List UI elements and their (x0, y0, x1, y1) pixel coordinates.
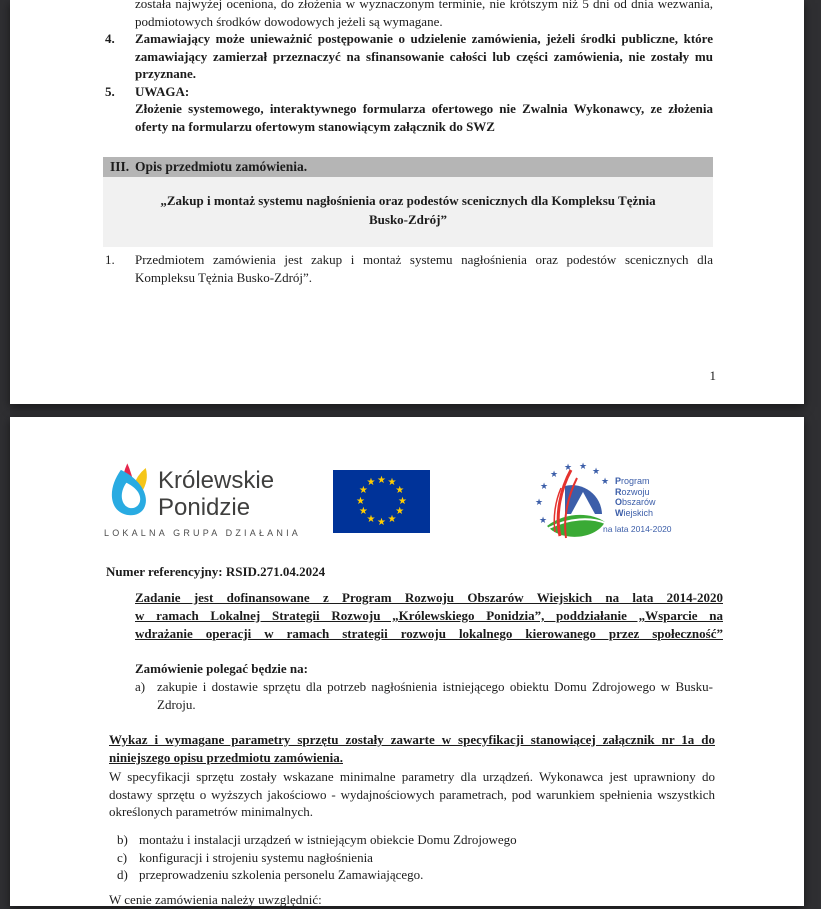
section-title: Opis przedmiotu zamówienia. (135, 159, 308, 174)
item-text (135, 83, 713, 136)
lettered-list-item (117, 849, 715, 867)
svg-text:★: ★ (539, 482, 549, 492)
item-marker: d) (117, 867, 128, 882)
svg-text:★: ★ (535, 498, 544, 508)
item-body: Złożenie systemowego, interaktywnego formularza ofertowego nie Zwalnia Wykonawcy, ze złożenia oferty na formularzu ofertowym stanowiącym załącznik do SWZ (135, 101, 713, 134)
prow-word: Program (615, 476, 650, 486)
eu-star-icon: ★ (387, 513, 397, 525)
section-number: III. (110, 159, 130, 174)
lettered-list-item-a (135, 678, 713, 713)
item-marker: 1. (105, 252, 115, 267)
krolewskie-ponidzie-logo (106, 459, 316, 541)
item-marker: c) (117, 849, 128, 865)
eu-star-icon: ★ (366, 477, 376, 489)
svg-text:★: ★ (538, 516, 548, 526)
lettered-list-item (117, 831, 715, 849)
item-heading: UWAGA: (135, 83, 190, 99)
item-body: Zamawiający może unieważnić postępowanie o udzielenie zamówienia, jeżeli środki publiczne, które zamawiający zamierzał przeznaczyć na sfinansowanie całości lub części zamówienia, nie zostały mu przyznane. (135, 31, 713, 81)
item-text (135, 30, 713, 83)
eu-star-icon: ★ (366, 513, 376, 525)
subject-title: „Zakup i montaż systemu nagłośnienia oraz podestów scenicznych dla Kompleksu Tężnia Busko-Zdrój” (160, 193, 656, 227)
eu-star-icon: ★ (398, 495, 407, 507)
eu-star-icon: ★ (377, 474, 386, 486)
numbered-list-item (105, 83, 713, 136)
funding-note (135, 589, 723, 643)
eu-star-icon: ★ (377, 516, 386, 528)
item-text: montażu i instalacji urządzeń w istniejącym obiekcie Domu Zdrojowego (139, 832, 517, 847)
numbered-list-item (105, 251, 713, 286)
reference-number: Numer referencyjny: RSID.271.04.2024 (106, 564, 326, 579)
spec-annex-note: Wykaz i wymagane parametry sprzętu zostały zawarte w specyfikacji stanowiącej załącznik nr 1a do niniejszego opisu przedmiotu zamówienia. (109, 732, 715, 765)
pdf-page-2 (10, 417, 804, 906)
prow-word: Wiejskich (615, 507, 654, 518)
eu-flag (333, 470, 430, 533)
item-marker: a) (135, 679, 146, 694)
pdf-page-1 (10, 0, 804, 404)
numbered-list-item (105, 30, 713, 83)
funding-line: w ramach Lokalnej Strategii Rozwoju „Królewskiego Ponidzia”, poddziałanie „Wsparcie na (135, 608, 723, 623)
svg-text:★: ★ (563, 463, 573, 473)
funding-line: Zadanie jest dofinansowane z Program Rozwoju Obszarów Wiejskich na lata 2014-2020 (135, 590, 723, 605)
eu-star-icon: ★ (356, 495, 365, 507)
prow-word: Rozwoju (615, 486, 650, 497)
eu-star-icon: ★ (387, 477, 397, 489)
prow-logo-subtitle: na lata 2014-2020 (603, 524, 672, 534)
price-intro: W cenie zamówienia należy uwzględnić: (109, 892, 322, 907)
kp-logo-name (158, 467, 274, 521)
spec-paragraph: W specyfikacji sprzętu zostały wskazane minimalne parametry dla urządzeń. Wykonawca jest uprawniony do dostawy sprzętu o wyższych jakościowo - wydajnościowych parametrach, pod warunkiem spełnienia wszystkich określonych parametrów minimalnych. (109, 769, 715, 819)
item-text: konfiguracji i strojeniu systemu nagłośnienia (139, 849, 373, 865)
svg-text:★: ★ (578, 462, 588, 472)
order-intro: Zamówienie polegać będzie na: (135, 661, 308, 676)
kp-logo-name-line1: Królewskie (158, 467, 275, 494)
prow-word: Obszarów (615, 497, 656, 507)
eu-star-icon: ★ (358, 506, 368, 517)
lettered-list-bcd (117, 831, 715, 884)
subject-box (103, 177, 713, 247)
item-text: zakupie i dostawie sprzętu dla potrzeb nagłośnienia istniejącego obiektu Domu Zdrojowego w Busku-Zdroju. (157, 679, 713, 712)
numbered-list (105, 30, 713, 135)
eu-star-icon: ★ (358, 485, 368, 496)
prow-emblem-icon (535, 462, 610, 547)
item-text: przeprowadzeniu szkolenia personelu Zamawiającego. (139, 867, 424, 882)
tulip-icon (108, 462, 154, 520)
eu-star-icon: ★ (395, 506, 405, 517)
funding-line: wdrażanie operacji w ramach strategii rozwoju lokalnego kierowanego przez społeczność” (135, 626, 723, 641)
kp-logo-subtitle: LOKALNA GRUPA DZIAŁANIA (104, 528, 301, 538)
item-marker: b) (117, 832, 128, 847)
item-text: Przedmiotem zamówienia jest zakup i montaż systemu nagłośnienia oraz podestów scenicznych dla Kompleksu Tężnia Busko-Zdrój”. (135, 252, 713, 285)
svg-text:★: ★ (591, 467, 601, 477)
eu-star-icon: ★ (395, 485, 405, 496)
item-marker: 5. (105, 83, 115, 99)
prow-logo (535, 462, 685, 554)
svg-text:★: ★ (600, 477, 610, 487)
kp-logo-name-line2: Ponidzie (158, 494, 251, 521)
prow-logo-name (615, 476, 656, 518)
item-marker: 4. (105, 31, 115, 46)
section-header (103, 157, 713, 177)
svg-text:★: ★ (549, 470, 559, 480)
paragraph-continuation: została najwyżej oceniona, do złożenia w wyznaczonym terminie, nie krótszym niż 5 dni od dnia wezwania, podmiotowych środków dowodowych jeżeli są wymagane. (135, 0, 713, 29)
page-number: 1 (709, 368, 716, 383)
lettered-list-item (117, 866, 715, 884)
